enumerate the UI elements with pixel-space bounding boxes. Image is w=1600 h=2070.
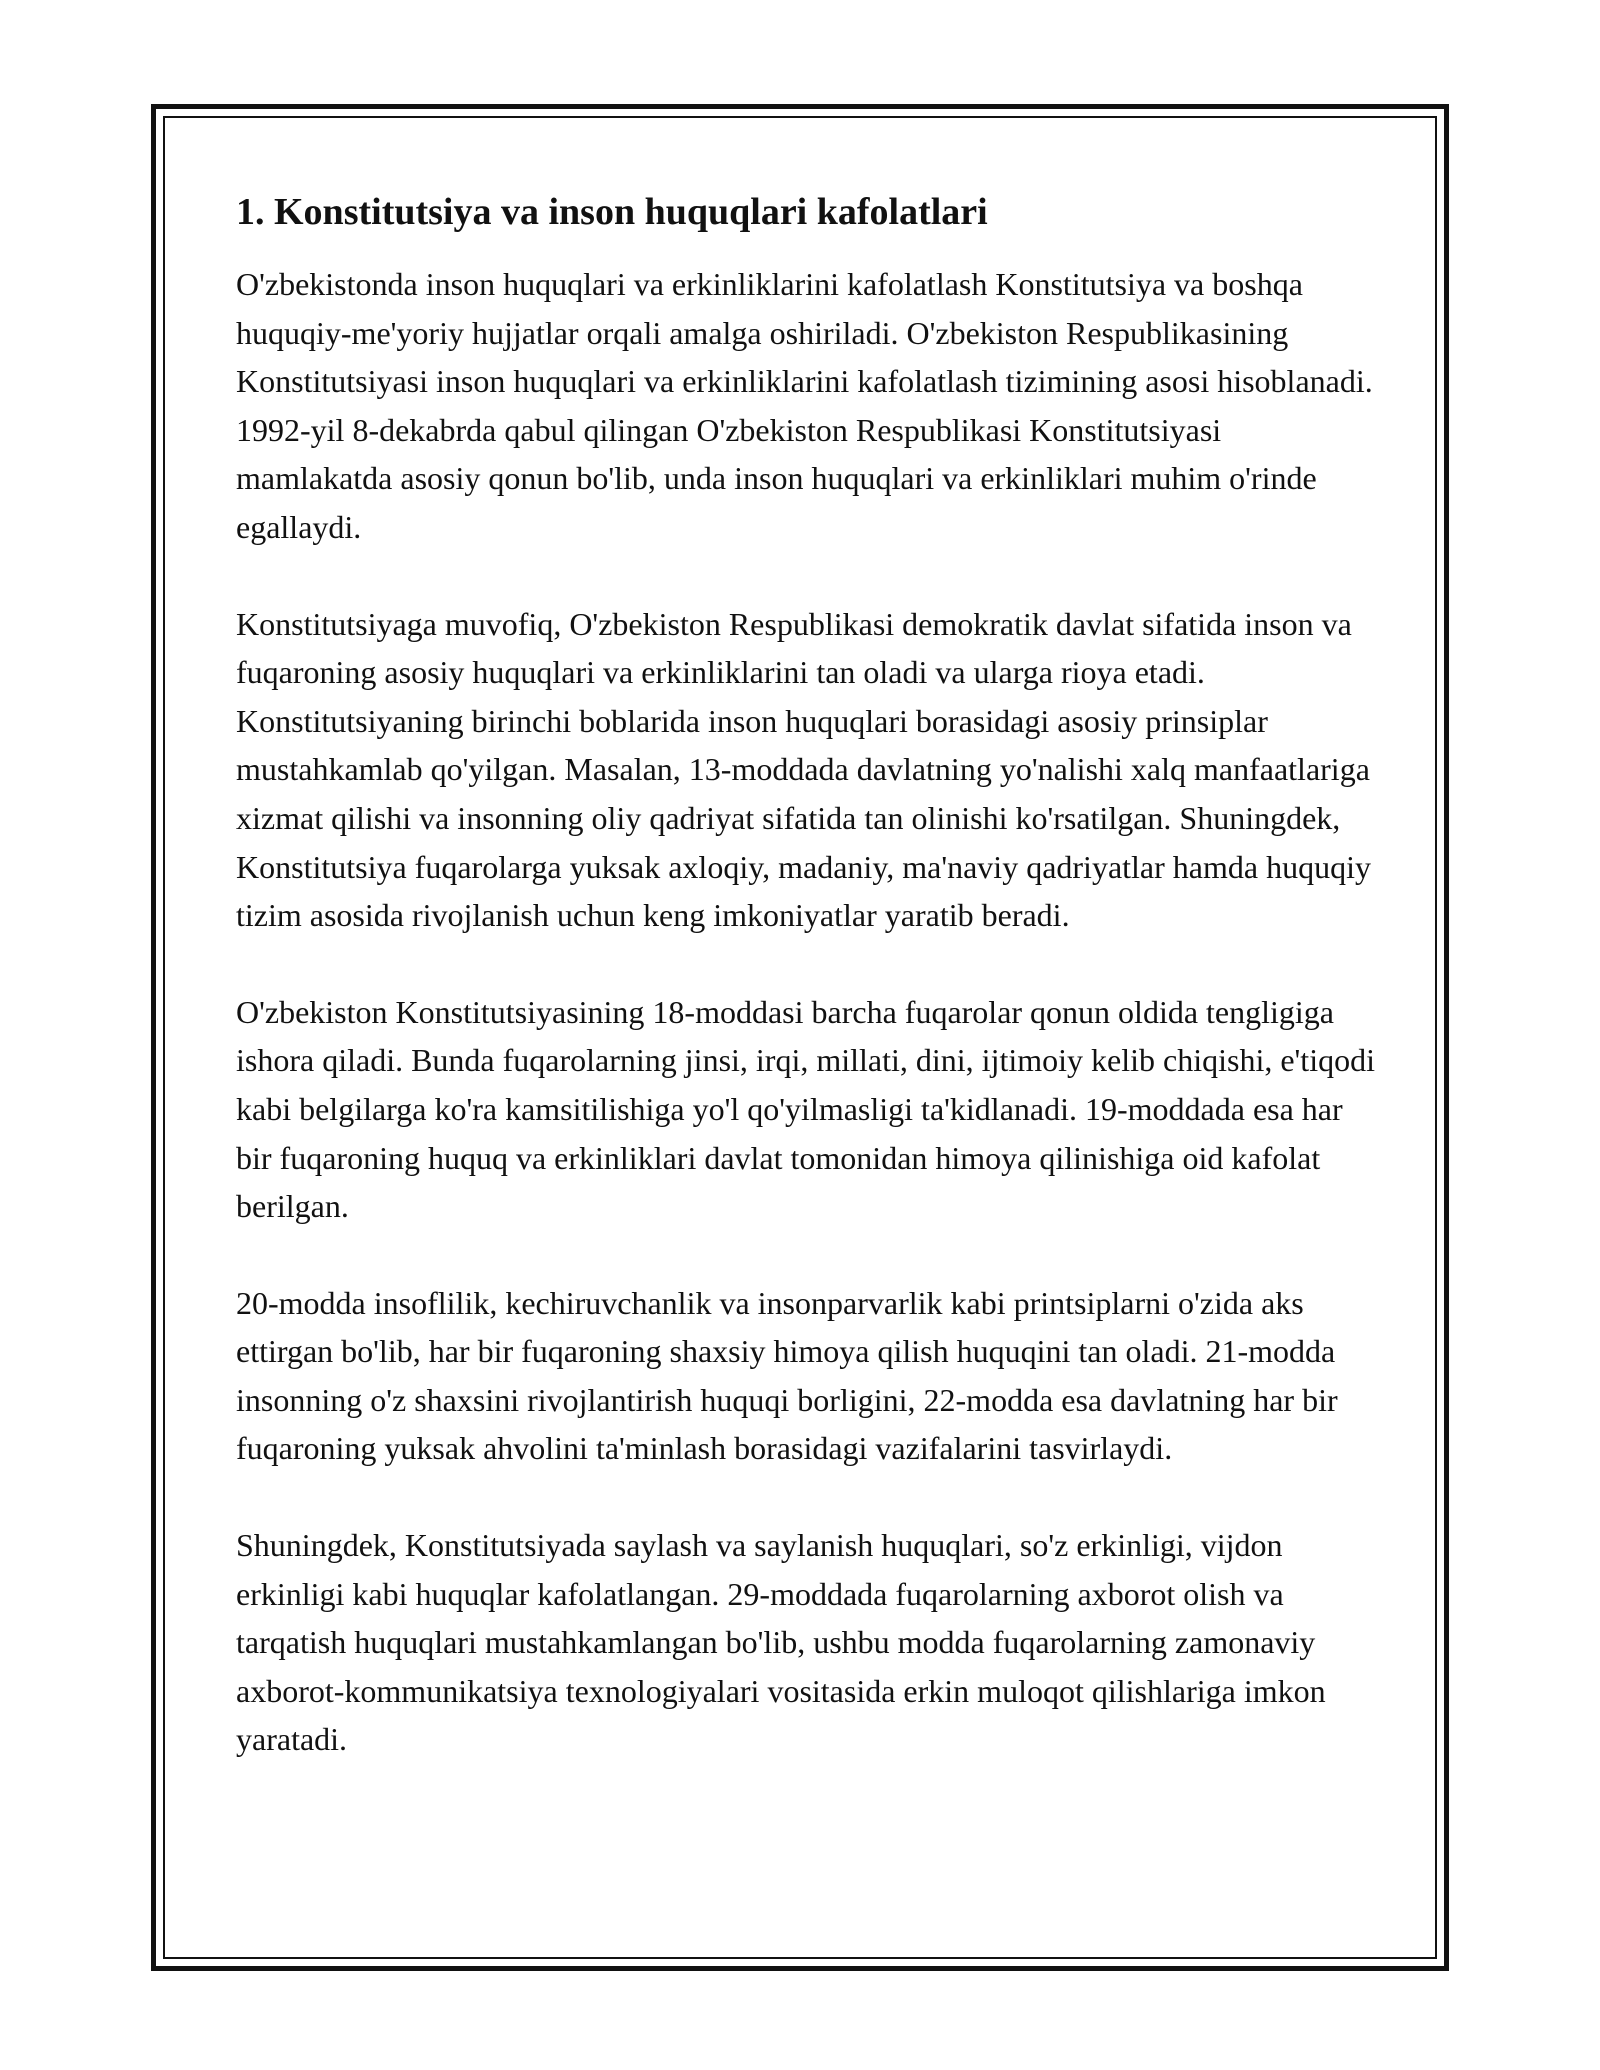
document-body	[236, 186, 1376, 1812]
paragraph-2: Konstitutsiyaga muvofiq, O'zbekiston Respublikasi demokratik davlat sifatida inson va fuqaroning asosiy huquqlari va erkinliklarini tan oladi va ularga rioya etadi. Konstitutsiyaning birinchi boblarida inson huquqlari borasidagi asosiy prinsiplar mustahkamlab qo'yilgan. Masalan, 13-moddada davlatning yo'nalishi xalq manfaatlariga xizmat qilishi va insonning oliy qadriyat sifatida tan olinishi ko'rsatilgan. Shuningdek, Konstitutsiya fuqarolarga yuksak axloqiy, madaniy, ma'naviy qadriyatlar hamda huquqiy tizim asosida rivojlanish uchun keng imkoniyatlar yaratib beradi.	[236, 605, 1371, 934]
section-heading: 1. Konstitutsiya va inson huquqlari kafolatlari	[236, 191, 988, 233]
paragraph-1: O'zbekistonda inson huquqlari va erkinliklarini kafolatlash Konstitutsiya va boshqa huquqiy-me'yoriy hujjatlar orqali amalga oshiriladi. O'zbekiston Respublikasining Konstitutsiyasi inson huquqlari va erkinliklarini kafolatlash tizimining asosi hisoblanadi. 1992-yil 8-dekabrda qabul qilingan O'zbekiston Respublikasi Konstitutsiyasi mamlakatda asosiy qonun bo'lib, unda inson huquqlari va erkinliklari muhim o'rinde egallaydi.	[236, 266, 1373, 545]
paragraph-3: O'zbekiston Konstitutsiyasining 18-moddasi barcha fuqarolar qonun oldida tengligiga ishora qiladi. Bunda fuqarolarning jinsi, irqi, millati, dini, ijtimoiy kelib chiqishi, e'tiqodi kabi belgilarga ko'ra kamsitilishiga yo'l qo'yilmasligi ta'kidlanadi. 19-moddada esa har bir fuqaroning huquq va erkinliklari davlat tomonidan himoya qilinishiga oid kafolat berilgan.	[236, 993, 1375, 1225]
paragraph-4: 20-modda insoflilik, kechiruvchanlik va insonparvarlik kabi printsiplarni o'zida aks ettirgan bo'lib, har bir fuqaroning shaxsiy himoya qilish huquqini tan oladi. 21-modda insonning o'z shaxsini rivojlantirish huquqi borligini, 22-modda esa davlatning har bir fuqaroning yuksak ahvolini ta'minlash borasidagi vazifalarini tasvirlaydi.	[236, 1284, 1338, 1467]
paragraph-5: Shuningdek, Konstitutsiyada saylash va saylanish huquqlari, so'z erkinligi, vijdon erkinligi kabi huquqlar kafolatlangan. 29-moddada fuqarolarning axborot olish va tarqatish huquqlari mustahkamlangan bo'lib, ushbu modda fuqarolarning zamonaviy axborot-kommunikatsiya texnologiyalari vositasida erkin muloqot qilishlariga imkon yaratadi.	[236, 1527, 1326, 1758]
